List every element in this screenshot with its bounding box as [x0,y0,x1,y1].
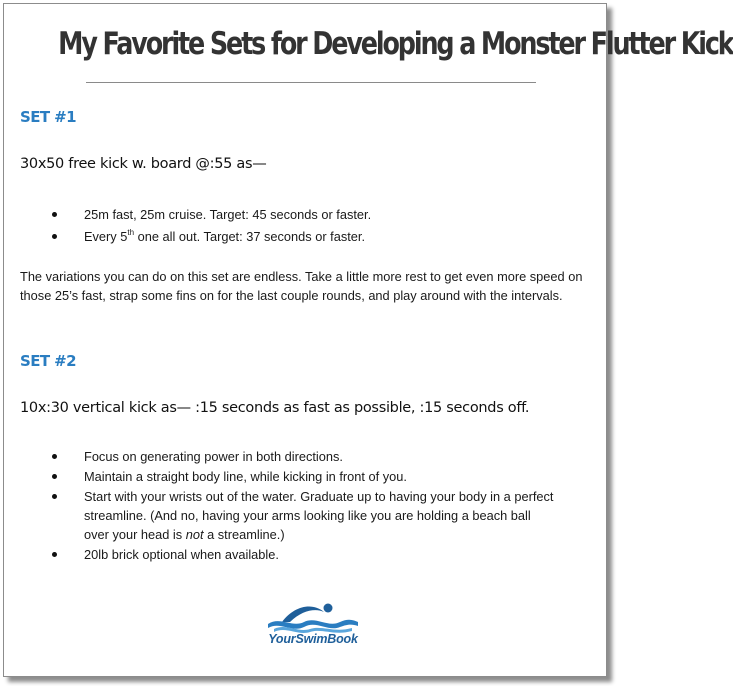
bullet-icon [52,212,57,217]
set-1-paragraph: The variations you can do on this set are endless. Take a little more rest to get even more speed on those 25’s fast, strap some fins on for the last couple rounds, and play around with the intervals. [20,269,583,303]
bullet-text: Maintain a straight body line, while kicking in front of you. [84,469,407,484]
title-divider [86,82,536,83]
bullet-text: 25m fast, 25m cruise. Target: 45 seconds or faster. [84,207,372,222]
set-2-heading: SET #2 [20,352,76,370]
bullet-icon [52,474,57,479]
bullet-text-end: one all out. Target: 37 seconds or faster. [134,229,366,244]
list-item [52,447,557,466]
bullet-icon [52,552,57,557]
bullet-text: 20lb brick optional when available. [84,547,279,562]
emphasis-text: not [185,527,204,542]
bullet-icon [52,454,57,459]
bullet-text-start: Every 5 [84,229,128,244]
bullet-text-end: a streamline.) [203,527,285,542]
bullet-text-start: Start with your wrists out of the water. Graduate up to having your body in a perfect streamline. (And no, having your arms looking like you are holding a beach ball over your head is [84,489,554,542]
bullet-icon [52,234,57,239]
list-item [52,467,557,486]
page-title: My Favorite Sets for Developing a Monster Flutter Kick [58,26,733,62]
bullet-text: Focus on generating power in both directions. [84,449,343,464]
list-item [52,227,572,246]
set-2-bullet-list [52,447,557,564]
list-item [52,205,572,224]
bullet-icon [52,494,57,499]
set-1-heading: SET #1 [20,108,76,126]
list-item [52,545,557,564]
ordinal-suffix: th [127,227,135,237]
list-item [52,487,557,544]
set-1-description: 30x50 free kick w. board @:55 as— [20,156,267,172]
logo-wordmark: YourSwimBook [268,632,358,646]
yourswimbook-logo [260,598,366,654]
set-1-bullet-list [52,205,572,246]
set-2-description: 10x:30 vertical kick as— :15 seconds as fast as possible, :15 seconds off. [20,400,530,416]
document-page [3,3,733,677]
